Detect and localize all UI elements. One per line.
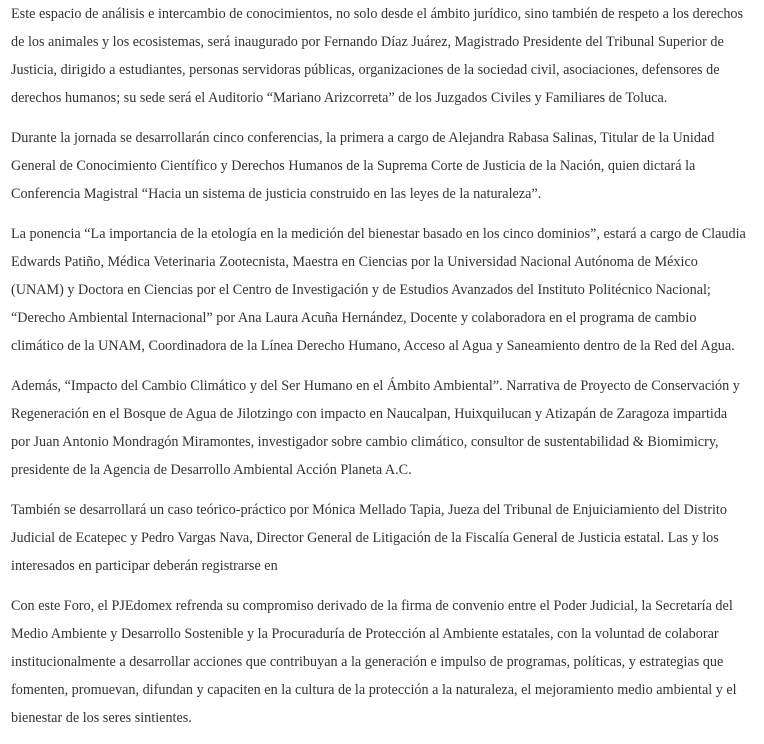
paragraph-conferences: Durante la jornada se desarrollarán cinco conferencias, la primera a cargo de Alejandra Rabasa Salinas, Titular de la Unidad General de Conocimiento Científico y Derechos Humanos de la Suprema Corte de Justicia de la Nación, quien dictará la Conferencia Magistral “Hacia un sistema de justicia construido en las leyes de la naturaleza”. bbox=[11, 130, 715, 202]
paragraph-inauguration: Este espacio de análisis e intercambio de conocimientos, no solo desde el ámbito jurídico, sino también de respeto a los derechos de los animales y los ecosistemas, será inaugurado por Fernando Díaz Juárez, Magistrado Presidente del Tribunal Superior de Justicia, dirigido a estudiantes, personas servidoras públicas, organizaciones de la sociedad civil, asociaciones, defensores de derechos humanos; su sede será el Auditorio “Mariano Arizcorreta” de los Juzgados Civiles y Familiares de Toluca. bbox=[11, 6, 744, 106]
paragraph-case-study: También se desarrollará un caso teórico-práctico por Mónica Mellado Tapia, Jueza del Tribunal de Enjuiciamiento del Distrito Judicial de Ecatepec y Pedro Vargas Nava, Director General de Litigación de la Fiscalía General de Justicia estatal. Las y los interesados en participar deberán registrarse en bbox=[11, 502, 727, 574]
article-body bbox=[11, 0, 746, 744]
paragraph-ethology-talk: La ponencia “La importancia de la etología en la medición del bienestar basado en los cinco dominios”, estará a cargo de Claudia Edwards Patiño, Médica Veterinaria Zootecnista, Maestra en Ciencias por la Universidad Nacional Autónoma de México (UNAM) y Doctora en Ciencias por el Centro de Investigación y de Estudios Avanzados del Instituto Politécnico Nacional; “Derecho Ambiental Internacional” por Ana Laura Acuña Hernández, Docente y colaboradora en el programa de cambio climático de la UNAM, Coordinadora de la Línea Derecho Humano, Acceso al Agua y Saneamiento dentro de la Red del Agua. bbox=[11, 226, 746, 354]
paragraph-commitment: Con este Foro, el PJEdomex refrenda su compromiso derivado de la firma de convenio entre el Poder Judicial, la Secretaría del Medio Ambiente y Desarrollo Sostenible y la Procuraduría de Protección al Ambiente estatales, con la voluntad de colaborar institucionalmente a desarrollar acciones que contribuyan a la generación e impulso de programas, políticas, y estrategias que fomenten, promuevan, difundan y capaciten en la cultura de la protección a la naturaleza, el mejoramiento medio ambiental y el bienestar de los seres sintientes. bbox=[11, 598, 737, 726]
paragraph-climate-talk: Además, “Impacto del Cambio Climático y del Ser Humano en el Ámbito Ambiental”. Narrativa de Proyecto de Conservación y Regeneración en el Bosque de Agua de Jilotzingo con impacto en Naucalpan, Huixquilucan y Atizapán de Zaragoza impartida por Juan Antonio Mondragón Miramontes, investigador sobre cambio climático, consultor de sustentabilidad & Biomimicry, presidente de la Agencia de Desarrollo Ambiental Acción Planeta A.C. bbox=[11, 378, 740, 478]
